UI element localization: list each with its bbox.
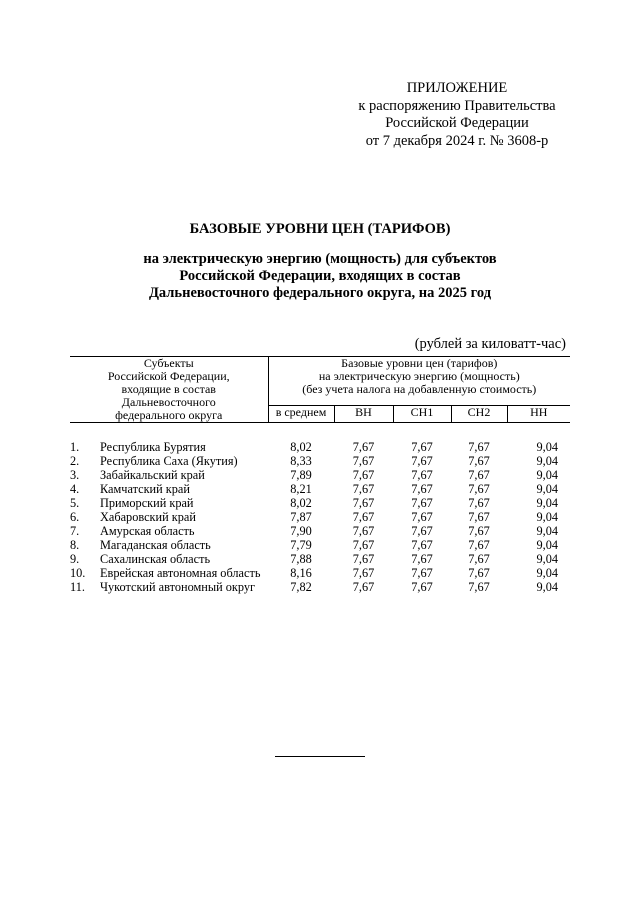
value-average: 7,79 bbox=[290, 538, 312, 552]
value-nn: 9,04 bbox=[536, 440, 559, 454]
value-sn2: 7,67 bbox=[468, 496, 490, 510]
value-sn1: 7,67 bbox=[411, 440, 433, 454]
appendix-order-line: к распоряжению Правительства bbox=[358, 97, 556, 114]
value-sn1: 7,67 bbox=[411, 454, 433, 468]
value-sn2: 7,67 bbox=[468, 538, 490, 552]
value-nn: 9,04 bbox=[536, 468, 559, 482]
value-average: 7,89 bbox=[290, 468, 312, 482]
column-header-vn: ВН bbox=[334, 405, 393, 422]
table-row bbox=[70, 468, 570, 482]
header-line: Российской Федерации, bbox=[107, 369, 230, 383]
value-vn: 7,67 bbox=[352, 468, 375, 482]
appendix-government-line: Российской Федерации bbox=[385, 115, 529, 131]
subtitle-line: на электрическую энергию (мощность) для субъектов bbox=[143, 251, 497, 267]
value-sn2: 7,67 bbox=[468, 482, 490, 496]
value-vn: 7,67 bbox=[352, 538, 375, 552]
region-name: Республика Бурятия bbox=[100, 440, 206, 454]
header-line: (без учета налога на добавленную стоимость) bbox=[302, 382, 537, 396]
value-vn: 7,67 bbox=[352, 482, 375, 496]
appendix-date-number: от 7 декабря 2024 г. № 3608-р bbox=[365, 132, 549, 149]
value-sn2: 7,67 bbox=[468, 552, 490, 566]
row-number: 8. bbox=[70, 538, 80, 552]
subtitle-line: Российской Федерации, входящих в состав bbox=[179, 268, 461, 284]
value-sn2: 7,67 bbox=[468, 468, 490, 482]
header-line: входящие в состав bbox=[121, 382, 216, 396]
region-name: Еврейская автономная область bbox=[100, 566, 261, 580]
value-average: 8,33 bbox=[290, 454, 312, 468]
table-row bbox=[70, 423, 570, 455]
value-average: 7,82 bbox=[290, 580, 312, 594]
value-vn: 7,67 bbox=[352, 454, 375, 468]
value-average: 8,16 bbox=[290, 566, 312, 580]
subtitle-line: Дальневосточного федерального округа, на 2025 год bbox=[148, 285, 492, 301]
table-row bbox=[70, 552, 570, 566]
region-name: Республика Саха (Якутия) bbox=[100, 454, 238, 468]
value-sn2: 7,67 bbox=[468, 566, 490, 580]
header-line: Субъекты bbox=[143, 356, 194, 370]
table-row bbox=[70, 496, 570, 510]
value-sn2: 7,67 bbox=[468, 524, 490, 538]
region-name: Магаданская область bbox=[100, 538, 211, 552]
value-nn: 9,04 bbox=[536, 566, 559, 580]
subject-column-header bbox=[70, 357, 268, 423]
row-number: 5. bbox=[70, 496, 80, 510]
table-body bbox=[70, 423, 570, 595]
document-title: БАЗОВЫЕ УРОВНИ ЦЕН (ТАРИФОВ) bbox=[189, 221, 451, 237]
value-average: 8,21 bbox=[290, 482, 312, 496]
row-number: 1. bbox=[70, 440, 80, 454]
value-sn1: 7,67 bbox=[411, 482, 433, 496]
table-row bbox=[70, 524, 570, 538]
value-nn: 9,04 bbox=[536, 482, 559, 496]
row-number: 2. bbox=[70, 454, 80, 468]
units-note: (рублей за киловатт-час) bbox=[414, 336, 566, 352]
table-row bbox=[70, 538, 570, 552]
row-number: 4. bbox=[70, 482, 80, 496]
value-nn: 9,04 bbox=[536, 552, 559, 566]
value-average: 7,90 bbox=[290, 524, 312, 538]
value-nn: 9,04 bbox=[536, 580, 559, 594]
column-header-sn2: СН2 bbox=[451, 405, 507, 422]
value-sn2: 7,67 bbox=[468, 440, 490, 454]
value-vn: 7,67 bbox=[352, 552, 375, 566]
value-nn: 9,04 bbox=[536, 454, 559, 468]
table-row bbox=[70, 580, 570, 594]
row-number: 9. bbox=[70, 552, 80, 566]
value-vn: 7,67 bbox=[352, 510, 375, 524]
value-sn2: 7,67 bbox=[468, 454, 490, 468]
value-nn: 9,04 bbox=[536, 524, 559, 538]
table-row bbox=[70, 566, 570, 580]
appendix-header bbox=[330, 80, 584, 150]
row-number: 6. bbox=[70, 510, 80, 524]
column-header-sn1: СН1 bbox=[393, 405, 451, 422]
region-name: Хабаровский край bbox=[100, 510, 196, 524]
value-average: 7,88 bbox=[290, 552, 312, 566]
tariff-group-header bbox=[268, 357, 570, 406]
value-sn1: 7,67 bbox=[411, 468, 433, 482]
value-sn1: 7,67 bbox=[411, 538, 433, 552]
value-sn1: 7,67 bbox=[411, 566, 433, 580]
value-average: 8,02 bbox=[290, 496, 312, 510]
header-line: Базовые уровни цен (тарифов) bbox=[341, 356, 498, 370]
table-row bbox=[70, 510, 570, 524]
column-header-nn: НН bbox=[507, 405, 570, 422]
value-nn: 9,04 bbox=[536, 510, 559, 524]
value-vn: 7,67 bbox=[352, 440, 375, 454]
region-name: Сахалинская область bbox=[100, 552, 211, 566]
value-vn: 7,67 bbox=[352, 524, 375, 538]
table-row bbox=[70, 482, 570, 496]
row-number: 3. bbox=[70, 468, 80, 482]
row-number: 11. bbox=[70, 580, 85, 594]
value-sn2: 7,67 bbox=[468, 510, 490, 524]
document-subtitle bbox=[0, 251, 640, 302]
appendix-label: ПРИЛОЖЕНИЕ bbox=[406, 80, 508, 96]
column-header-average: в среднем bbox=[268, 405, 334, 422]
value-sn2: 7,67 bbox=[468, 580, 490, 594]
end-divider bbox=[275, 756, 365, 757]
region-name: Забайкальский край bbox=[100, 468, 205, 482]
value-sn1: 7,67 bbox=[411, 524, 433, 538]
row-number: 7. bbox=[70, 524, 80, 538]
value-vn: 7,67 bbox=[352, 580, 375, 594]
value-vn: 7,67 bbox=[352, 496, 375, 510]
tariff-table bbox=[70, 356, 570, 594]
value-sn1: 7,67 bbox=[411, 580, 433, 594]
value-average: 7,87 bbox=[290, 510, 312, 524]
value-nn: 9,04 bbox=[536, 496, 559, 510]
header-line: федерального округа bbox=[115, 408, 223, 422]
region-name: Амурская область bbox=[100, 524, 195, 538]
region-name: Чукотский автономный округ bbox=[100, 580, 256, 594]
header-line: Дальневосточного bbox=[121, 395, 216, 409]
table-row bbox=[70, 454, 570, 468]
value-sn1: 7,67 bbox=[411, 510, 433, 524]
value-sn1: 7,67 bbox=[411, 496, 433, 510]
value-sn1: 7,67 bbox=[411, 552, 433, 566]
value-vn: 7,67 bbox=[352, 566, 375, 580]
region-name: Приморский край bbox=[100, 496, 194, 510]
row-number: 10. bbox=[70, 566, 86, 580]
value-nn: 9,04 bbox=[536, 538, 559, 552]
region-name: Камчатский край bbox=[100, 482, 190, 496]
header-line: на электрическую энергию (мощность) bbox=[318, 369, 520, 383]
value-average: 8,02 bbox=[290, 440, 312, 454]
